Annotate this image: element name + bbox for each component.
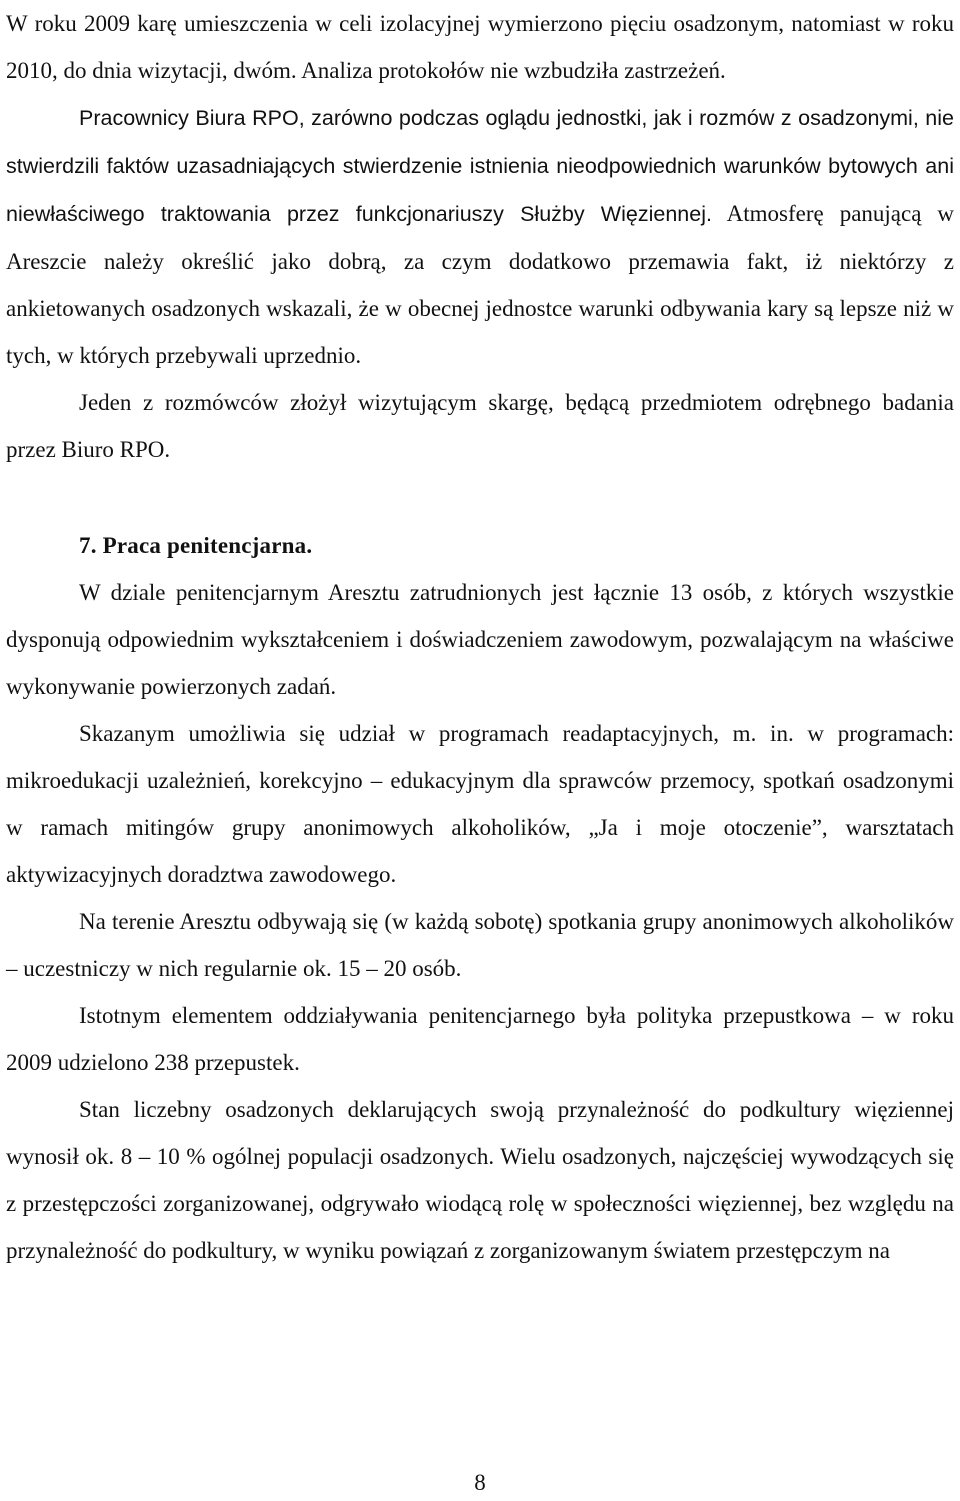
document-page — [6, 0, 954, 1274]
section-spacer — [6, 473, 954, 522]
paragraph-aa-meetings: Na terenie Aresztu odbywają się (w każdą sobotę) spotkania grupy anonimowych alkoholików – uczestniczy w nich regularnie ok. 15 – 20 osób. — [6, 909, 954, 981]
paragraph-pass-policy: Istotnym elementem oddziaływania penitencjarnego była polityka przepustkowa – w roku 2009 udzielono 238 przepustek. — [6, 1003, 954, 1075]
paragraph-penitentiary-staff: W dziale penitencjarnym Aresztu zatrudnionych jest łącznie 13 osób, z których wszystkie dysponują odpowiednim wykształceniem i doświadczeniem zawodowym, pozwalającym na właściwe wykonywanie powierzonych zadań. — [6, 580, 954, 699]
section-heading: 7. Praca penitencjarna. — [79, 533, 313, 558]
paragraph-staff-findings-part-a: Pracownicy Biura RPO, zarówno podczas oglądu jednostki, jak i rozmów z osadzonymi, nie stwierdzili faktów uzasadniających stwierdzenie istnienia nieodpowiednich warunków bytowych ani niewłaściwego traktowania przez funkcjonariuszy Służby Więziennej. — [6, 106, 954, 226]
paragraph-staff-findings-part-b: Atmosferę panującą w Areszcie należy określić jako dobrą, za czym dodatkowo przemawia fakt, iż niektórzy z ankietowanych osadzonych wskazali, że w obecnej jednostce warunki odbywania kary są lepsze niż w tych, w których przebywali uprzednio. — [6, 201, 954, 368]
paragraph-isolation-cell: W roku 2009 karę umieszczenia w celi izolacyjnej wymierzono pięciu osadzonym, natomiast w roku 2010, do dnia wizytacji, dwóm. Analiza protokołów nie wzbudziła zastrzeżeń. — [6, 11, 954, 83]
paragraph-readaptation-programs: Skazanym umożliwia się udział w programach readaptacyjnych, m. in. w programach: mikroedukacji uzależnień, korekcyjno – edukacyjnym dla sprawców przemocy, spotkań osadzonymi w ramach mitingów grupy anonimowych alkoholików, „Ja i moje otoczenie”, warsztatach aktywizacyjnych doradztwa zawodowego. — [6, 721, 954, 887]
page-number: 8 — [474, 1470, 486, 1495]
paragraph-staff-findings — [6, 94, 954, 379]
paragraph-prison-subculture: Stan liczebny osadzonych deklarujących swoją przynależność do podkultury więziennej wynosił ok. 8 – 10 % ogólnej populacji osadzonych. Wielu osadzonych, najczęściej wywodzących się z przestępczości zorganizowanej, odgrywało wiodącą rolę w społeczności więziennej, bez względu na przynależność do podkultury, w wyniku powiązań z zorganizowanym światem przestępczym na — [6, 1097, 954, 1263]
paragraph-complaint: Jeden z rozmówców złożył wizytującym skargę, będącą przedmiotem odrębnego badania przez Biuro RPO. — [6, 390, 954, 462]
